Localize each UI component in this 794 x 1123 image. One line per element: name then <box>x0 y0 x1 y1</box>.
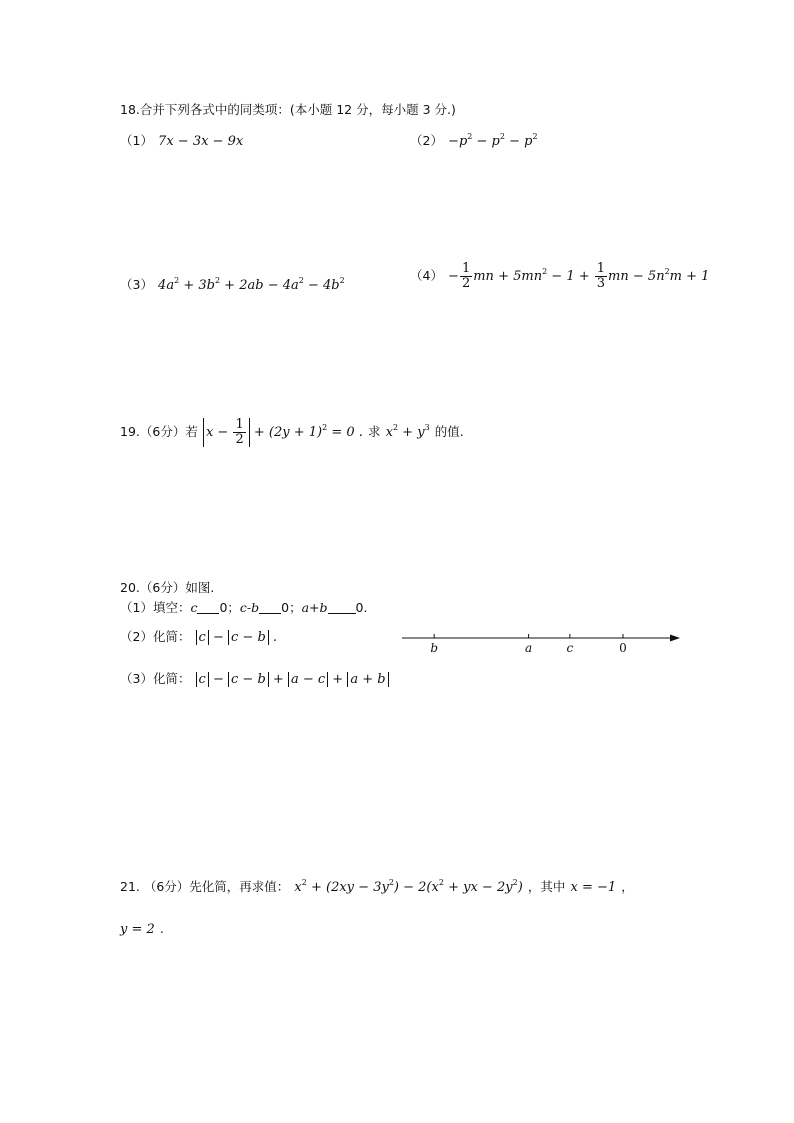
q21-end2: . <box>159 921 164 936</box>
number-line-label-2: a <box>525 641 533 655</box>
number-line-label-1: b <box>430 641 439 655</box>
q20-part2-expr: c − c − b . <box>196 630 278 645</box>
q20-zero1: 0； <box>219 600 240 615</box>
number-line <box>400 625 690 660</box>
blank-3[interactable] <box>328 601 356 614</box>
q21-mid: ，其中 <box>527 879 566 894</box>
q18-part1-label: （1） <box>120 133 153 148</box>
q20-part2-label: （2）化简： <box>120 629 191 644</box>
q18-part3-label: （3） <box>120 277 153 292</box>
q21-line2 <box>120 918 164 937</box>
q19-condition: x − $\frac{1}{2}$ + $(2y + 1)^2 = 0$ . <box>203 425 363 440</box>
q20-part1 <box>120 598 367 616</box>
q20-part3-label: （3）化简： <box>120 671 191 686</box>
q20-part1-label: （1）填空： <box>120 600 191 615</box>
q21-y-value: y = 2 <box>120 922 155 937</box>
q18-heading: 18.合并下列各式中的同类项：(本小题 12 分，每小题 3 分.) <box>120 102 456 117</box>
q21-label: 21. （6分）先化简，再求值： <box>120 879 290 894</box>
q21 <box>120 876 634 895</box>
q19 <box>120 418 464 447</box>
q18-part4-expr: − $\frac{1}{2}$ mn + $5mn^2 - 1$ + $\frac{1}{3}$ mn − $5n^2m + 1$ <box>448 261 710 291</box>
q20-part3 <box>120 668 389 687</box>
q18-part1 <box>120 130 243 149</box>
q21-expr: $x^2 + (2xy - 3y^2) - 2(x^2$ + yx − $2y^2$) <box>294 878 523 895</box>
number-line-label-3: c <box>566 641 574 655</box>
q20-part2 <box>120 626 277 645</box>
q20-zero3: 0. <box>355 600 368 615</box>
q19-label: 19.（6分）若 <box>120 424 198 439</box>
blank-1[interactable] <box>197 601 219 614</box>
q18-part2-label: （2） <box>410 133 443 148</box>
q20-cb: c-b <box>239 600 260 615</box>
q19-expr: $x^2 + y^3$ <box>385 423 430 440</box>
q20-heading: 20.（6分）如图. <box>120 580 215 595</box>
q18-part2 <box>410 130 538 149</box>
q20-zero2: 0； <box>281 600 302 615</box>
q18-part4 <box>410 262 709 291</box>
q19-mid: 求 <box>367 424 381 439</box>
q21-x-value: x = −1 <box>570 880 617 895</box>
q18-part4-label: （4） <box>410 268 443 283</box>
q20-ab: a+b <box>301 600 328 615</box>
q19-tail: 的值. <box>434 424 464 439</box>
q18-part2-expr: $-p^2 - p^2 - p^2$ <box>448 132 538 149</box>
q20-part3-expr: c − c − b + a − c + a + b <box>196 672 389 687</box>
q18-part3 <box>120 274 345 293</box>
number-line-label-4: 0 <box>619 641 627 655</box>
q20-c: c <box>190 600 198 615</box>
q21-end1: ， <box>621 879 634 894</box>
q18-part3-expr: $4a^2 + 3b^2 + 2ab - 4a^2 - 4b^2$ <box>158 276 345 293</box>
blank-2[interactable] <box>259 601 281 614</box>
q18-part1-expr: 7x − 3x − 9x <box>158 134 244 149</box>
number-line-arrow-icon <box>670 635 680 642</box>
